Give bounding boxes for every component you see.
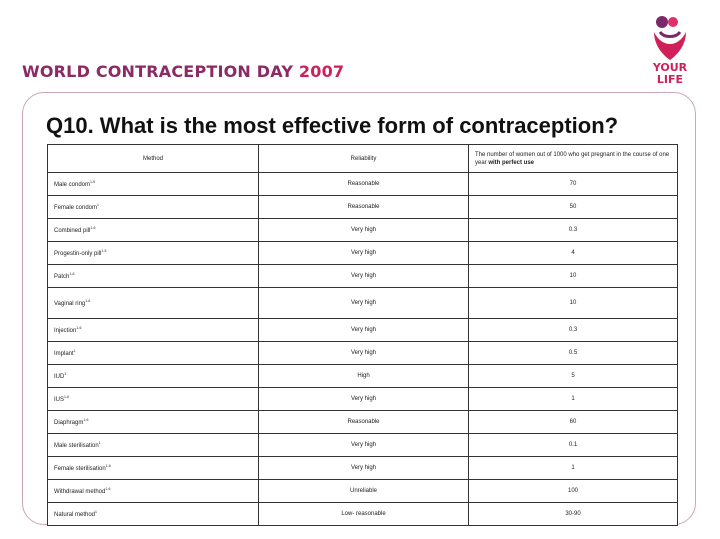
pregnancy-count-cell: 1 [469,457,678,480]
method-reference: 1 [98,441,101,445]
pregnancy-count-cell: 70 [469,173,678,196]
pregnancy-count-cell: 0.1 [469,434,678,457]
method-cell [48,434,259,457]
table-row [48,480,678,503]
reliability-cell: Very high [259,265,469,288]
method-name: Vaginal ring [54,301,86,307]
method-reference: 1-6 [105,464,111,468]
table-row [48,503,678,526]
table-row [48,388,678,411]
reliability-cell: Very high [259,388,469,411]
pregnancy-count-cell: 1 [469,388,678,411]
reliability-cell: Very high [259,242,469,265]
method-reference: 1-6 [69,272,75,276]
method-name: Female sterilisation [54,466,106,472]
table-row [48,242,678,265]
method-cell [48,342,259,365]
pregnancy-count-cell: 5 [469,365,678,388]
pregnancy-count-cell: 0.5 [469,342,678,365]
method-cell [48,242,259,265]
method-name: Male condom [54,182,91,188]
pregnancy-count-cell: 60 [469,411,678,434]
header-pregnancies-text: The number of women out of 1000 who get pregnant in the course of one year [475,151,670,166]
header-perfect-use: with perfect use [488,159,535,166]
method-reference: 1-6 [83,418,89,422]
method-cell [48,365,259,388]
reliability-cell: Very high [259,319,469,342]
method-name: Natural method [54,512,96,518]
pregnancy-count-cell: 4 [469,242,678,265]
pregnancy-count-cell: 50 [469,196,678,219]
pregnancy-count-cell: 100 [469,480,678,503]
header-method: Method [48,145,259,173]
method-name: Combined pill [54,228,91,234]
reliability-cell: Very high [259,457,469,480]
table-header-row [48,145,678,173]
reliability-cell: Very high [259,219,469,242]
method-reference: 1-6 [76,326,82,330]
method-reference: 1-6 [105,487,111,491]
table-body [48,173,678,526]
method-name: Patch [54,274,70,280]
reliability-cell: Low- reasonable [259,503,469,526]
method-reference: 1-6 [64,395,70,399]
reliability-cell: Reasonable [259,411,469,434]
table-row [48,342,678,365]
table-row [48,196,678,219]
method-reference: 1 [73,349,76,353]
header-reliability: Reliability [259,145,469,173]
table-row [48,457,678,480]
method-reference: 1 [97,203,99,207]
header-pregnancies [469,145,678,173]
method-name: Diaphragm [54,420,84,426]
table-row [48,411,678,434]
method-cell [48,196,259,219]
reliability-cell: Reasonable [259,173,469,196]
method-cell [48,388,259,411]
reliability-cell: Very high [259,434,469,457]
your-life-logo [640,10,700,90]
question-heading: Q10. What is the most effective form of contraception? [46,113,619,138]
method-cell [48,480,259,503]
reliability-cell: Unreliable [259,480,469,503]
method-name: IUS [54,397,65,403]
method-reference: 1 [95,510,97,514]
method-cell [48,265,259,288]
pregnancy-count-cell: 30-90 [469,503,678,526]
method-reference: 1-6 [85,299,91,303]
method-cell [48,173,259,196]
table-row [48,434,678,457]
reliability-cell: Very high [259,342,469,365]
method-cell [48,457,259,480]
method-cell [48,319,259,342]
method-cell [48,288,259,319]
method-reference: 1-5 [101,249,107,253]
conference-title-text: WORLD CONTRACEPTION DAY [22,62,294,81]
conference-year: 2007 [298,62,345,81]
method-reference: 1-6 [90,226,96,230]
method-cell [48,219,259,242]
table-row [48,265,678,288]
method-name: Withdrawal method [54,489,106,495]
reliability-cell: Very high [259,288,469,319]
table-row [48,365,678,388]
method-reference: 1-5 [90,180,96,184]
pregnancy-count-cell: 0.3 [469,319,678,342]
method-name: Injection [54,328,77,334]
method-cell [48,411,259,434]
method-name: Implant [54,351,74,357]
method-name: Female condom [54,205,98,211]
method-name: Progestin-only pill [54,251,102,257]
method-name: IUD [54,374,65,380]
contraception-table [47,144,678,526]
table-row [48,219,678,242]
table-row [48,173,678,196]
reliability-cell: High [259,365,469,388]
pregnancy-count-cell: 10 [469,288,678,319]
method-reference: 1 [64,372,67,376]
table-row [48,288,678,319]
reliability-cell: Reasonable [259,196,469,219]
logo-text-life: LIFE [656,73,684,86]
table-row [48,319,678,342]
method-name: Male sterilisation [54,443,99,449]
method-cell [48,503,259,526]
pregnancy-count-cell: 10 [469,265,678,288]
figures-icon [640,10,700,68]
pregnancy-count-cell: 0.3 [469,219,678,242]
logo-text-your: YOUR [652,61,688,74]
conference-title [22,62,344,81]
